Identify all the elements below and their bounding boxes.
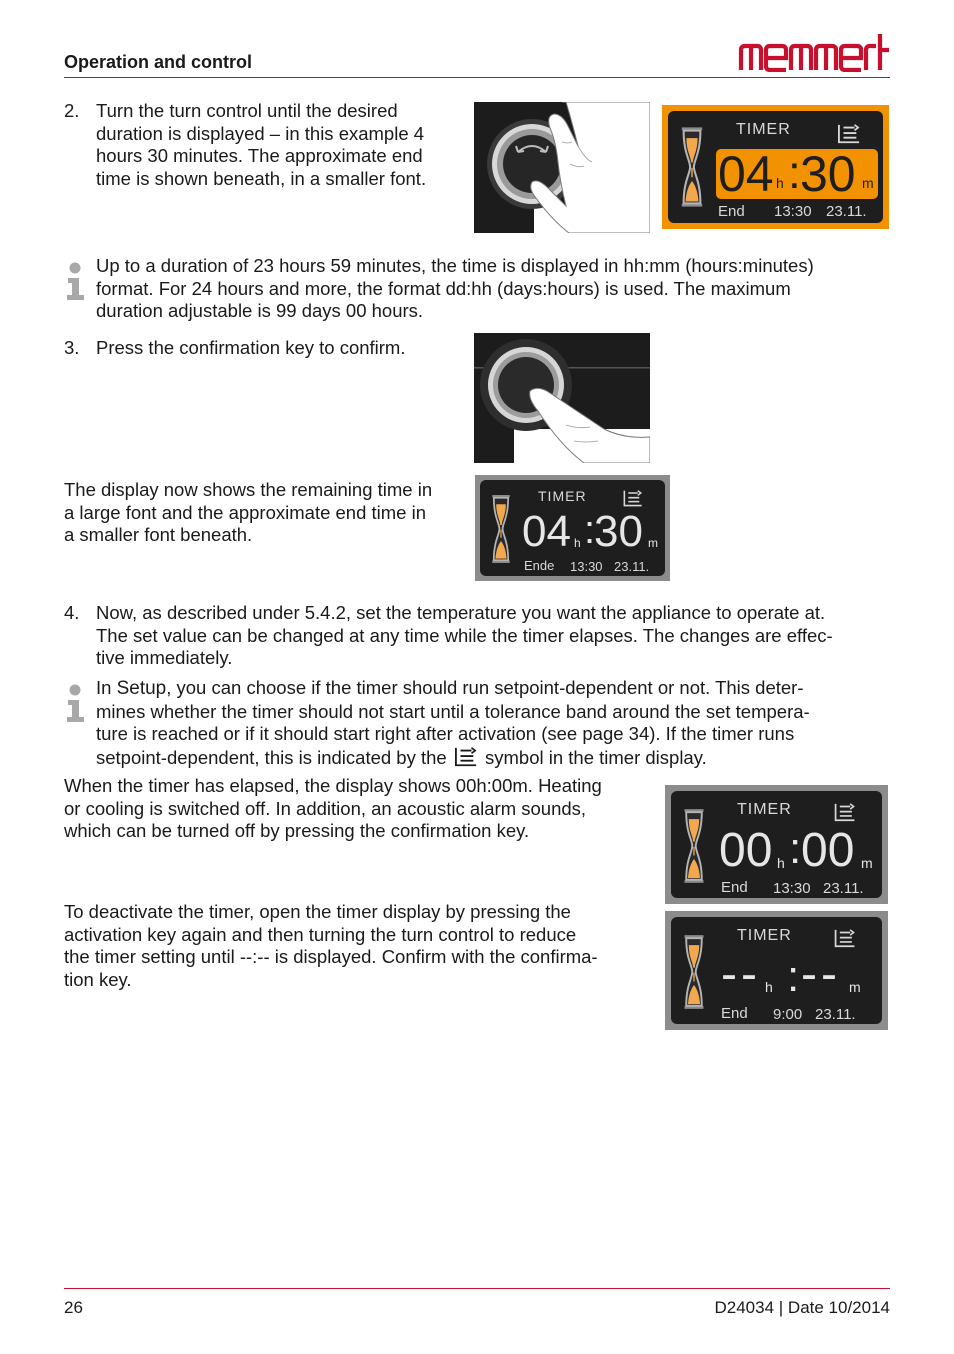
step-2-line: Turn the turn control until the desired <box>96 100 398 121</box>
info-note-setup <box>96 677 810 769</box>
info-line: mines whether the timer should not start until a tolerance band around the set tempera- <box>96 700 810 722</box>
setpoint-dependent-icon <box>833 928 857 949</box>
timer-display-elapsed <box>665 785 888 904</box>
section-title: Operation and control <box>64 52 253 72</box>
info-line: format. For 24 hours and more, the format dd:hh (days:hours) is used. The maximum <box>96 277 791 299</box>
timer-display-deactivated <box>665 911 888 1030</box>
header-rule <box>64 77 890 78</box>
end-label: End <box>721 1005 748 1022</box>
hourglass-icon <box>489 490 513 568</box>
timer-title: TIMER <box>736 121 791 138</box>
elapsed-line: When the timer has elapsed, the display shows 00h:00m. Heating <box>64 775 602 796</box>
timer-hours: 00 <box>719 824 773 877</box>
deactivate-line: To deactivate the timer, open the timer display by pressing the <box>64 901 571 922</box>
footer-rule <box>64 1288 890 1289</box>
deactivate-note <box>64 901 598 991</box>
info-line: ture is reached or if it should start right after activation (see page 34). If the timer runs <box>96 723 795 745</box>
elapsed-line: which can be turned off by pressing the confirmation key. <box>64 820 530 842</box>
lcd-screen <box>671 917 882 1024</box>
step-4 <box>64 602 833 670</box>
step-2-line: time is shown beneath, in a smaller font. <box>96 167 427 189</box>
end-time: 13:30 <box>570 559 603 574</box>
end-label: End <box>718 203 745 220</box>
end-date: 23.11. <box>815 1006 856 1023</box>
step-number: 2. <box>64 100 80 121</box>
end-time: 13:30 <box>773 880 811 897</box>
hours-unit: h <box>765 979 773 995</box>
hourglass-icon <box>681 929 707 1015</box>
deactivate-line: the timer setting until --:-- is displayed. Confirm with the confirma- <box>64 946 598 968</box>
timer-minutes: 30 <box>800 146 856 202</box>
hours-unit: h <box>776 175 784 191</box>
display-note-line: The display now shows the remaining time in <box>64 479 433 500</box>
hourglass-icon <box>678 123 706 211</box>
lcd-screen <box>480 480 665 576</box>
timer-minutes: -- <box>801 948 841 1001</box>
lcd-screen <box>671 791 882 898</box>
end-date: 23.11. <box>823 880 864 897</box>
info-text: setpoint-dependent, this is indicated by the <box>96 746 452 768</box>
timer-separator: : <box>788 146 801 198</box>
timer-display-set <box>662 105 889 229</box>
confirmation-key-photo <box>474 333 650 463</box>
end-date: 23.11. <box>826 203 867 220</box>
step-4-line: Now, as described under 5.4.2, set the temperature you want the appliance to operate at. <box>96 602 826 623</box>
end-time: 13:30 <box>774 203 812 220</box>
info-icon <box>64 684 88 724</box>
step-number: 3. <box>64 337 80 358</box>
hourglass-icon <box>681 803 707 889</box>
step-4-line: tive immediately. <box>96 647 233 669</box>
minutes-unit: m <box>862 175 874 191</box>
display-note <box>64 479 432 547</box>
step-4-line: The set value can be changed at any time while the timer elapses. The changes are effec- <box>96 624 833 646</box>
end-time: 9:00 <box>773 1006 803 1023</box>
display-note-line: a smaller font beneath. <box>64 524 253 546</box>
minutes-unit: m <box>648 536 658 550</box>
step-2-line: duration is displayed – in this example 4 <box>96 122 425 144</box>
info-line: Up to a duration of 23 hours 59 minutes, the time is displayed in hh:mm (hours:minutes) <box>96 255 814 276</box>
memmert-logo <box>738 32 890 77</box>
deactivate-line: tion key. <box>64 968 132 990</box>
step-2 <box>64 100 426 190</box>
setpoint-dependent-icon <box>833 802 857 823</box>
setpoint-dependent-icon <box>452 746 480 768</box>
step-2-line: hours 30 minutes. The approximate end <box>96 145 423 167</box>
info-text: symbol in the timer display. <box>479 746 707 768</box>
deactivate-line: activation key again and then turning the turn control to reduce <box>64 923 577 945</box>
setpoint-dependent-icon <box>622 489 644 508</box>
info-line: duration adjustable is 99 days 00 hours. <box>96 300 424 322</box>
end-date: 23.11. <box>614 559 650 574</box>
end-label: End <box>721 879 748 896</box>
timer-display-running <box>475 475 670 581</box>
timer-separator: : <box>584 508 596 552</box>
end-label: Ende <box>524 558 555 573</box>
minutes-unit: m <box>861 855 873 871</box>
timer-hours: -- <box>721 948 761 1001</box>
timer-title: TIMER <box>538 488 587 504</box>
elapsed-line: or cooling is switched off. In addition, an acoustic alarm sounds, <box>64 797 587 819</box>
info-icon <box>64 262 88 302</box>
info-text: , you can choose if the timer should run setpoint-dependent or not. This deter- <box>166 677 804 698</box>
timer-title: TIMER <box>737 801 792 818</box>
timer-title: TIMER <box>737 927 792 944</box>
hours-unit: h <box>777 855 785 871</box>
time-highlight <box>716 146 878 202</box>
turn-control-photo <box>474 102 650 233</box>
timer-minutes: 00 <box>801 824 855 877</box>
step-3-text: Press the confirmation key to confirm. <box>96 337 406 358</box>
display-note-line: a large font and the approximate end time in <box>64 501 427 523</box>
timer-hours: 04 <box>522 507 571 556</box>
page-number: 26 <box>64 1298 83 1317</box>
elapsed-note <box>64 775 602 843</box>
document-reference: D24034 | Date 10/2014 <box>714 1298 890 1317</box>
setup-menu-name: Setup <box>116 678 167 699</box>
timer-hours: 04 <box>718 146 774 202</box>
step-3 <box>64 337 405 360</box>
hours-unit: h <box>574 536 581 550</box>
timer-separator: : <box>789 824 802 873</box>
info-line <box>96 677 810 701</box>
setpoint-dependent-icon <box>836 123 862 145</box>
minutes-unit: m <box>849 979 861 995</box>
timer-separator: : <box>787 952 800 1001</box>
info-text: In <box>96 677 117 698</box>
info-note-format <box>96 255 814 323</box>
timer-minutes: 30 <box>594 507 643 556</box>
lcd-screen <box>668 111 883 223</box>
info-line <box>96 746 810 770</box>
step-number: 4. <box>64 602 80 623</box>
